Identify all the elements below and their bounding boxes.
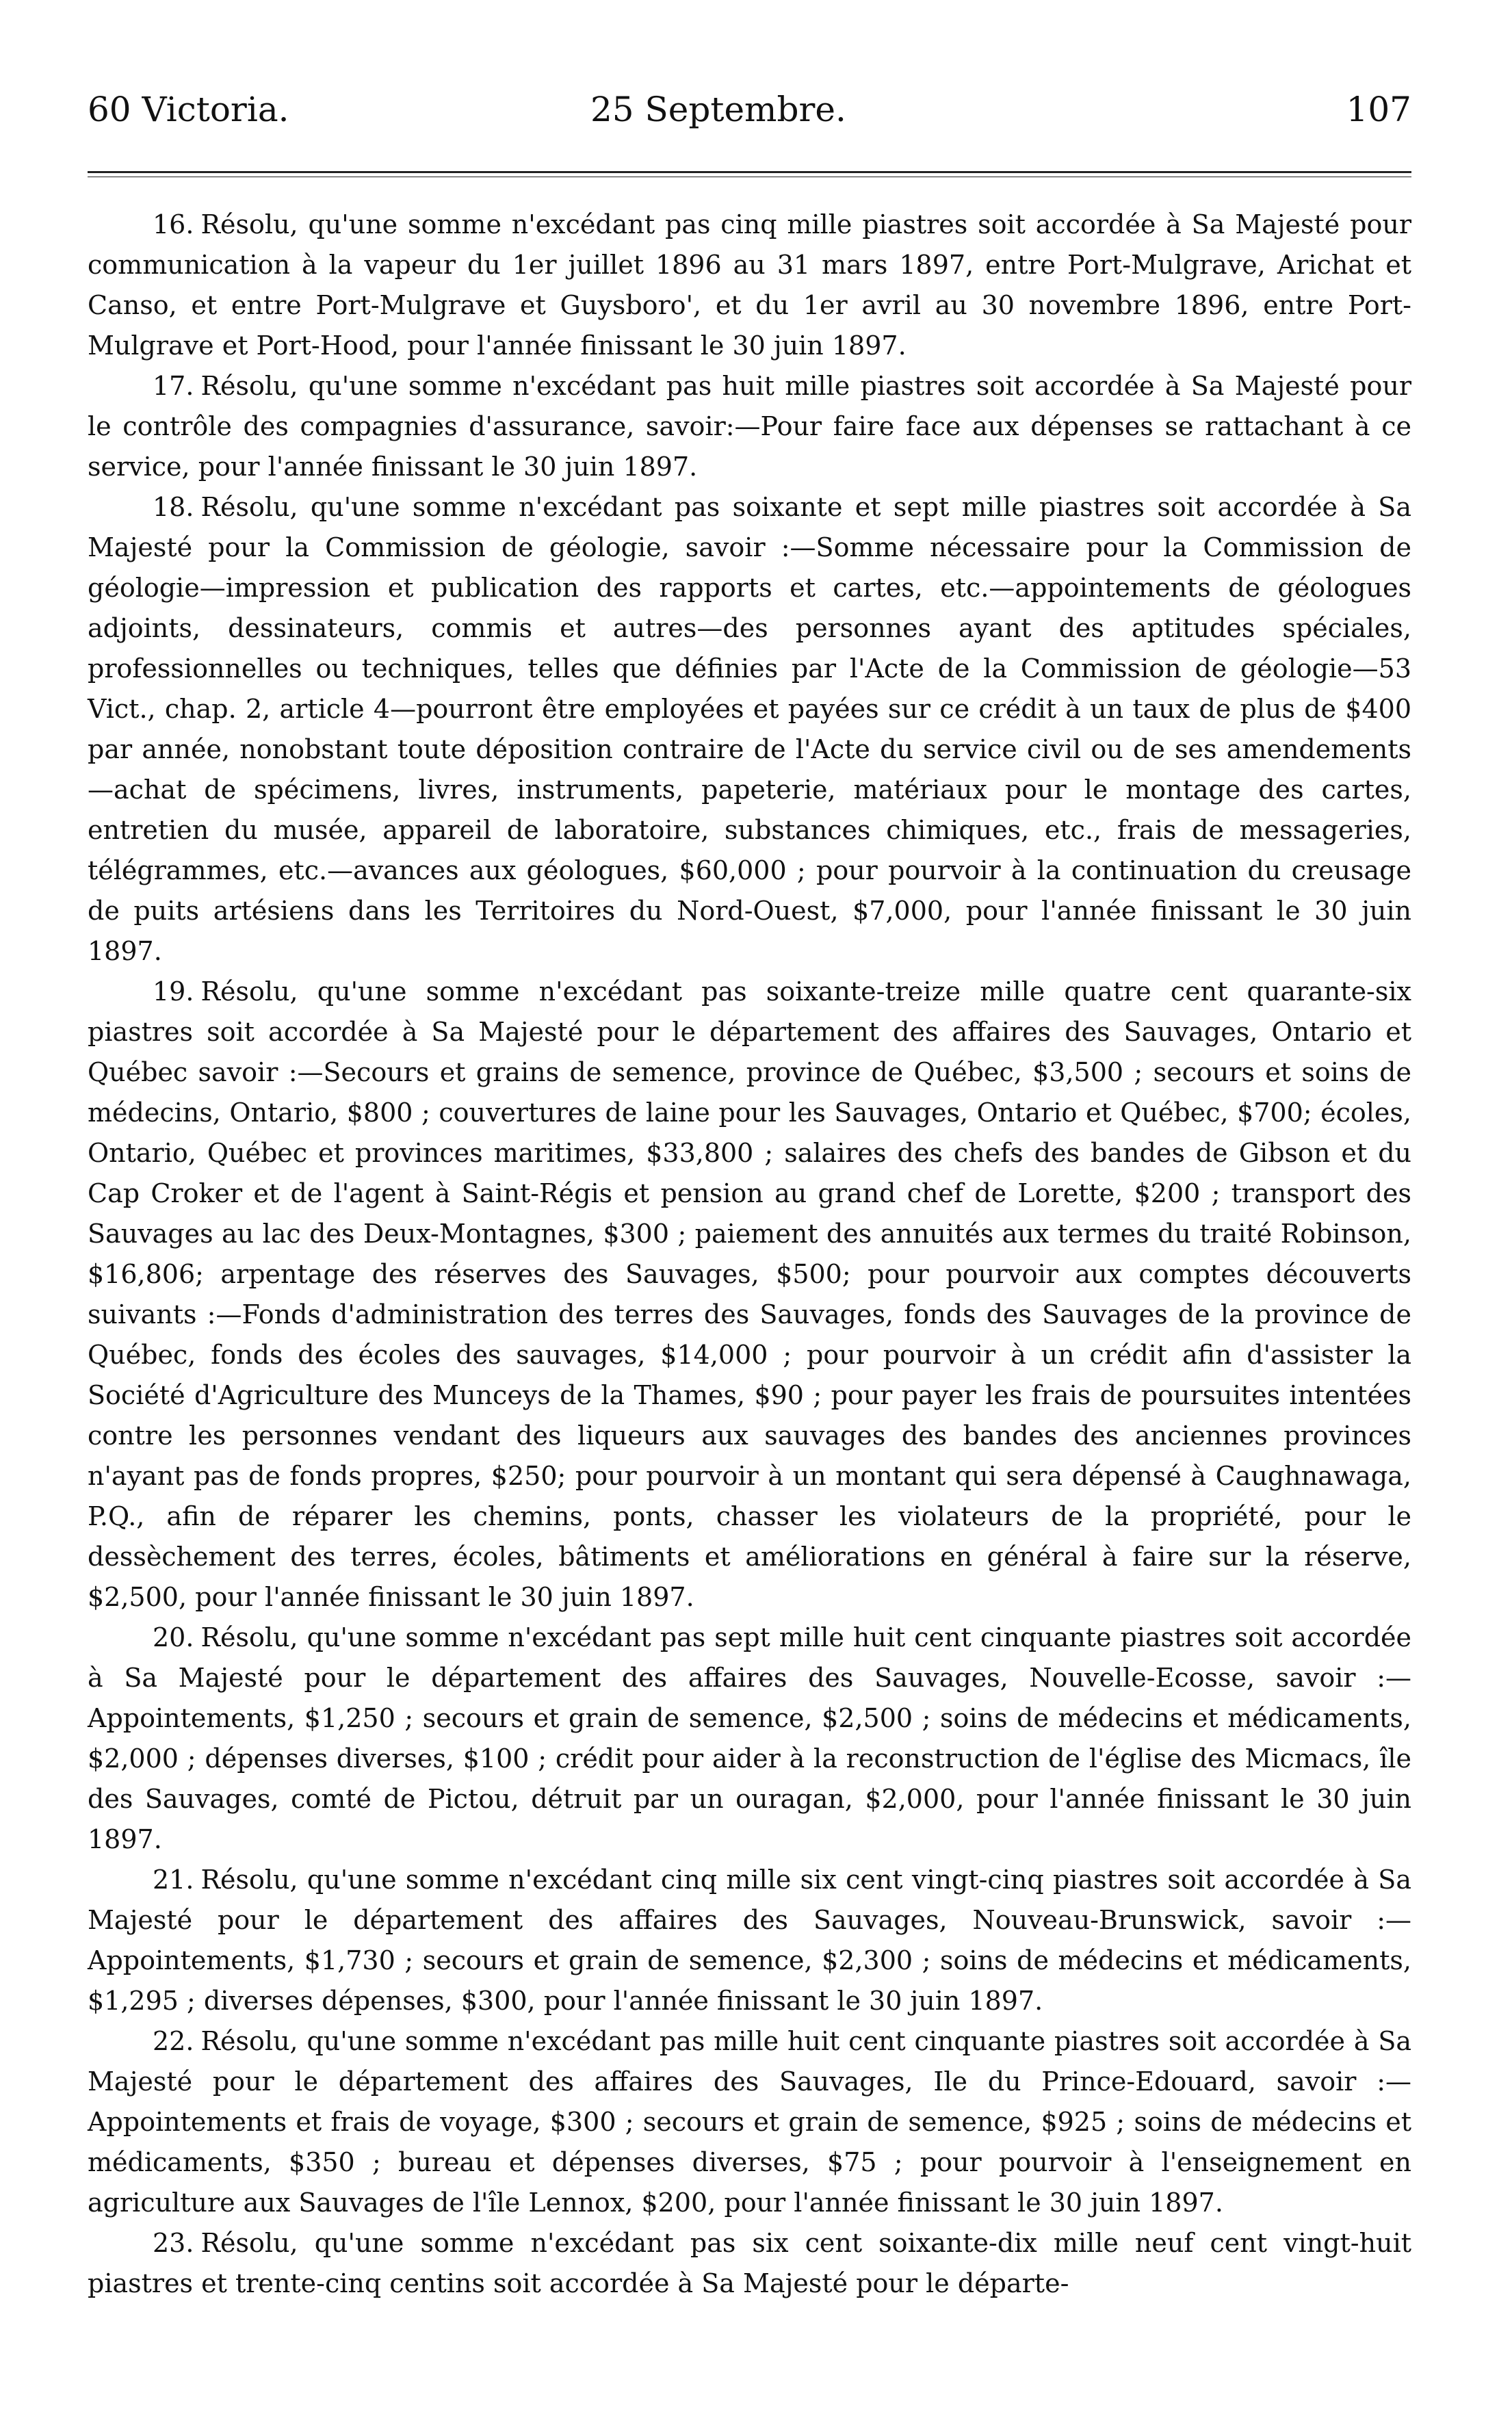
resolution-21 <box>88 1860 1411 2021</box>
resolution-number: 16. <box>153 209 194 239</box>
resolutions-body <box>88 205 1411 2304</box>
resolution-number: 17. <box>153 371 194 401</box>
resolution-20 <box>88 1618 1411 1860</box>
resolution-number: 23. <box>153 2228 194 2258</box>
resolution-text: Résolu, qu'une somme n'excédant pas cinq mille piastres soit accordée à Sa Majesté pour communication à la vapeur du 1er juillet 1896 au 31 mars 1897, entre Port-Mulgrave, Arichat et Canso, et entre Port-Mulgrave et Guysboro', et du 1er avril au 30 novembre 1896, entre Port-Mulgrave et Port-Hood, pour l'année finissant le 30 juin 1897. <box>88 209 1411 361</box>
resolution-16 <box>88 205 1411 366</box>
resolution-17 <box>88 366 1411 487</box>
page <box>88 89 1411 2304</box>
resolution-number: 18. <box>153 492 194 522</box>
page-number: 107 <box>1346 90 1411 129</box>
header-date: 25 Septembre. <box>590 90 846 129</box>
resolution-number: 20. <box>153 1622 194 1652</box>
resolution-number: 22. <box>153 2026 194 2056</box>
running-header <box>88 89 1411 137</box>
resolution-text: Résolu, qu'une somme n'excédant pas mille huit cent cinquante piastres soit accordée à Sa Majesté pour le département des affaires des Sauvages, Ile du Prince-Edouard, savoir :—Appointements et frais de voyage, $300 ; secours et grain de semence, $925 ; soins de médecins et médicaments, $350 ; bureau et dépenses diverses, $75 ; pour pourvoir à l'enseignement en agriculture aux Sauvages de l'île Lennox, $200, pour l'année finissant le 30 juin 1897. <box>88 2026 1411 2218</box>
resolution-22 <box>88 2021 1411 2223</box>
resolution-23 <box>88 2223 1411 2304</box>
resolution-text: Résolu, qu'une somme n'excédant cinq mille six cent vingt-cinq piastres soit accordée à Sa Majesté pour le département des affaires des Sauvages, Nouveau-Brunswick, savoir :—Appointements, $1,730 ; secours et grain de semence, $2,300 ; soins de médecins et médicaments, $1,295 ; diverses dépenses, $300, pour l'année finissant le 30 juin 1897. <box>88 1865 1411 2016</box>
resolution-text: Résolu, qu'une somme n'excédant pas soixante-treize mille quatre cent quarante-six piastres soit accordée à Sa Majesté pour le département des affaires des Sauvages, Ontario et Québec savoir :—Secours et grains de semence, province de Québec, $3,500 ; secours et soins de médecins, Ontario, $800 ; couvertures de laine pour les Sauvages, Ontario et Québec, $700; écoles, Ontario, Québec et provinces maritimes, $33,800 ; salaires des chefs des bandes de Gibson et du Cap Croker et de l'agent à Saint-Régis et pension au grand chef de Lorette, $200 ; transport des Sauvages au lac des Deux-Montagnes, $300 ; paiement des annuités aux termes du traité Robinson, $16,806; arpentage des réserves des Sauvages, $500; pour pourvoir aux comptes découverts suivants :—Fonds d'administration des terres des Sauvages, fonds des Sauvages de la province de Québec, fonds des écoles des sauvages, $14,000 ; pour pourvoir à un crédit afin d'assister la Société d'Agriculture des Munceys de la Thames, $90 ; pour payer les frais de poursuites intentées contre les personnes vendant des liqueurs aux sauvages des bandes des anciennes provinces n'ayant pas de fonds propres, $250; pour pourvoir à un montant qui sera dépensé à Caughnawaga, P.Q., afin de réparer les chemins, ponts, chasser les violateurs de la propriété, pour le dessèchement des terres, écoles, bâtiments et améliorations en général à faire sur la réserve, $2,500, pour l'année finissant le 30 juin 1897. <box>88 976 1411 1612</box>
resolution-18 <box>88 487 1411 972</box>
header-rule <box>88 171 1411 177</box>
resolution-text: Résolu, qu'une somme n'excédant pas huit mille piastres soit accordée à Sa Majesté pour le contrôle des compagnies d'assurance, savoir:—Pour faire face aux dépenses se rattachant à ce service, pour l'année finissant le 30 juin 1897. <box>88 371 1411 482</box>
header-session: 60 Victoria. <box>88 90 289 129</box>
resolution-text: Résolu, qu'une somme n'excédant pas soixante et sept mille piastres soit accordée à Sa Majesté pour la Commission de géologie, savoir :—Somme nécessaire pour la Commission de géologie—impression et publication des rapports et cartes, etc.—appointements de géologues adjoints, dessinateurs, commis et autres—des personnes ayant des aptitudes spéciales, professionnelles ou techniques, telles que définies par l'Acte de la Commission de géologie—53 Vict., chap. 2, article 4—pourront être employées et payées sur ce crédit à un taux de plus de $400 par année, nonobstant toute déposition contraire de l'Acte du service civil ou de ses amendements—achat de spécimens, livres, instruments, papeterie, matériaux pour le montage des cartes, entretien du musée, appareil de laboratoire, substances chimiques, etc., frais de messageries, télégrammes, etc.—avances aux géologues, $60,000 ; pour pourvoir à la continuation du creusage de puits artésiens dans les Territoires du Nord-Ouest, $7,000, pour l'année finissant le 30 juin 1897. <box>88 492 1411 966</box>
resolution-number: 19. <box>153 976 194 1007</box>
resolution-text: Résolu, qu'une somme n'excédant pas sept mille huit cent cinquante piastres soit accordée à Sa Majesté pour le département des affaires des Sauvages, Nouvelle-Ecosse, savoir :—Appointements, $1,250 ; secours et grain de semence, $2,500 ; soins de médecins et médicaments, $2,000 ; dépenses diverses, $100 ; crédit pour aider à la reconstruction de l'église des Micmacs, île des Sauvages, comté de Pictou, détruit par un ouragan, $2,000, pour l'année finissant le 30 juin 1897. <box>88 1622 1411 1854</box>
resolution-number: 21. <box>153 1865 194 1895</box>
resolution-text: Résolu, qu'une somme n'excédant pas six cent soixante-dix mille neuf cent vingt-huit piastres et trente-cinq centins soit accordée à Sa Majesté pour le départe- <box>88 2228 1411 2298</box>
resolution-19 <box>88 972 1411 1618</box>
